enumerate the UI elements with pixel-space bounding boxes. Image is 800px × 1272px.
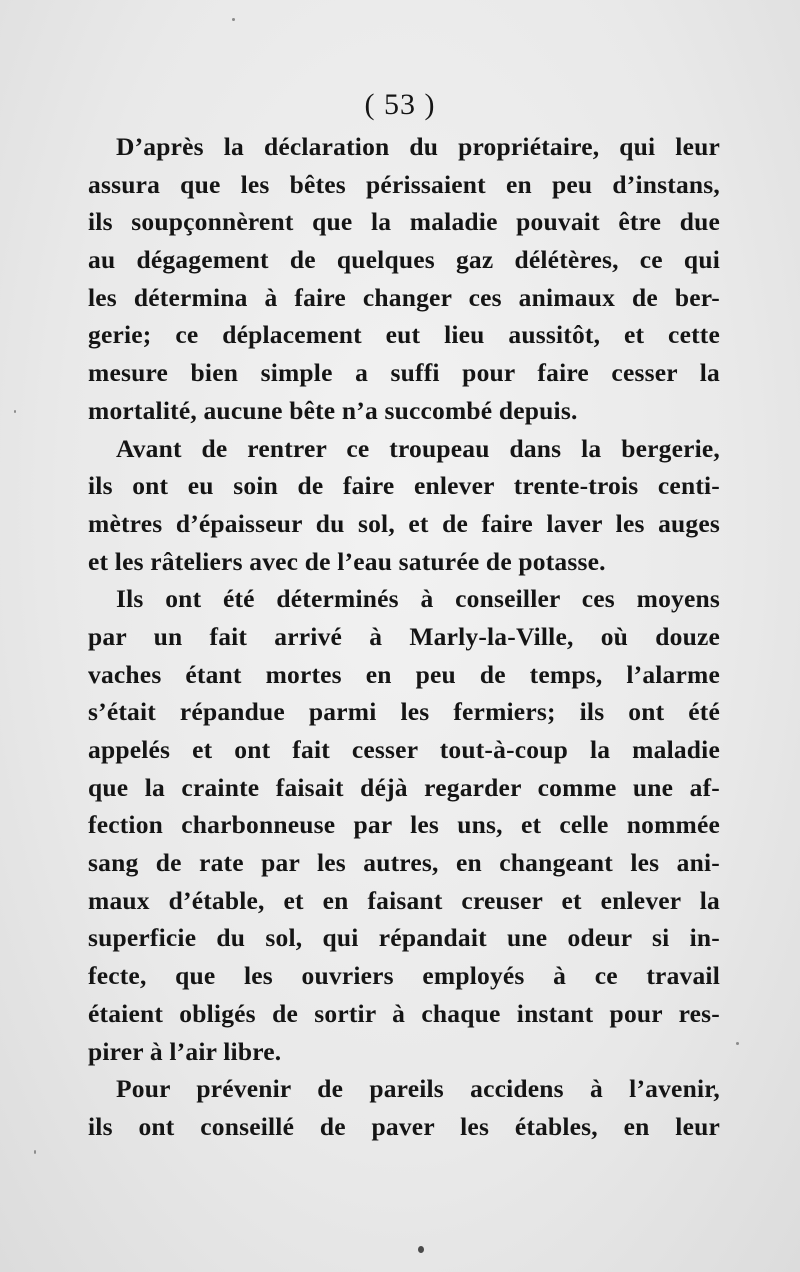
page-number: ( 53 ): [364, 88, 436, 121]
text-line: Avant de rentrer ce troupeau dans la bergerie,: [116, 433, 720, 463]
paper-speck: [232, 18, 235, 21]
text-line: Ils ont été déterminés à conseiller ces moyens: [116, 584, 720, 614]
paper-speck: [14, 410, 16, 413]
text-line: assura que les bêtes périssaient en peu d’instans,: [88, 169, 720, 199]
text-line: ils soupçonnèrent que la maladie pouvait être due: [88, 207, 720, 237]
text-line: par un fait arrivé à Marly-la-Ville, où douze: [88, 621, 720, 651]
text-line: vaches étant mortes en peu de temps, l’alarme: [88, 659, 720, 689]
text-line: étaient obligés de sortir à chaque instant pour res-: [88, 998, 720, 1028]
text-line: que la crainte faisait déjà regarder comme une af-: [88, 772, 720, 802]
text-line: fecte, que les ouvriers employés à ce travail: [88, 961, 720, 991]
text-line: maux d’étable, et en faisant creuser et enlever la: [88, 885, 720, 915]
text-line: les détermina à faire changer ces animaux de ber-: [88, 282, 720, 312]
body-text: [88, 128, 720, 1146]
text-line: Pour prévenir de pareils accidens à l’avenir,: [116, 1074, 720, 1104]
text-line: et les râteliers avec de l’eau saturée de potasse.: [88, 546, 606, 576]
paper-speck: [34, 1150, 36, 1154]
text-line: ils ont eu soin de faire enlever trente-trois centi-: [88, 471, 720, 501]
ink-dot: [418, 1246, 424, 1253]
text-line: ils ont conseillé de paver les étables, en leur: [88, 1111, 720, 1141]
text-line: gerie; ce déplacement eut lieu aussitôt, et cette: [88, 320, 720, 350]
text-line: mètres d’épaisseur du sol, et de faire laver les auges: [88, 508, 720, 538]
text-line: D’après la déclaration du propriétaire, qui leur: [116, 132, 720, 161]
paper-speck: [736, 1042, 739, 1045]
text-line: mortalité, aucune bête n’a succombé depuis.: [88, 395, 578, 425]
text-line: fection charbonneuse par les uns, et celle nommée: [88, 810, 720, 840]
text-line: mesure bien simple a suffi pour faire cesser la: [88, 358, 720, 388]
text-line: appelés et ont fait cesser tout-à-coup la maladie: [88, 735, 720, 764]
text-line: pirer à l’air libre.: [88, 1036, 282, 1066]
text-line: sang de rate par les autres, en changeant les ani-: [88, 848, 720, 878]
text-line: superficie du sol, qui répandait une odeur si in-: [88, 923, 720, 953]
text-line: au dégagement de quelques gaz délétères, ce qui: [88, 245, 720, 275]
text-line: s’était répandue parmi les fermiers; ils ont été: [88, 697, 720, 727]
